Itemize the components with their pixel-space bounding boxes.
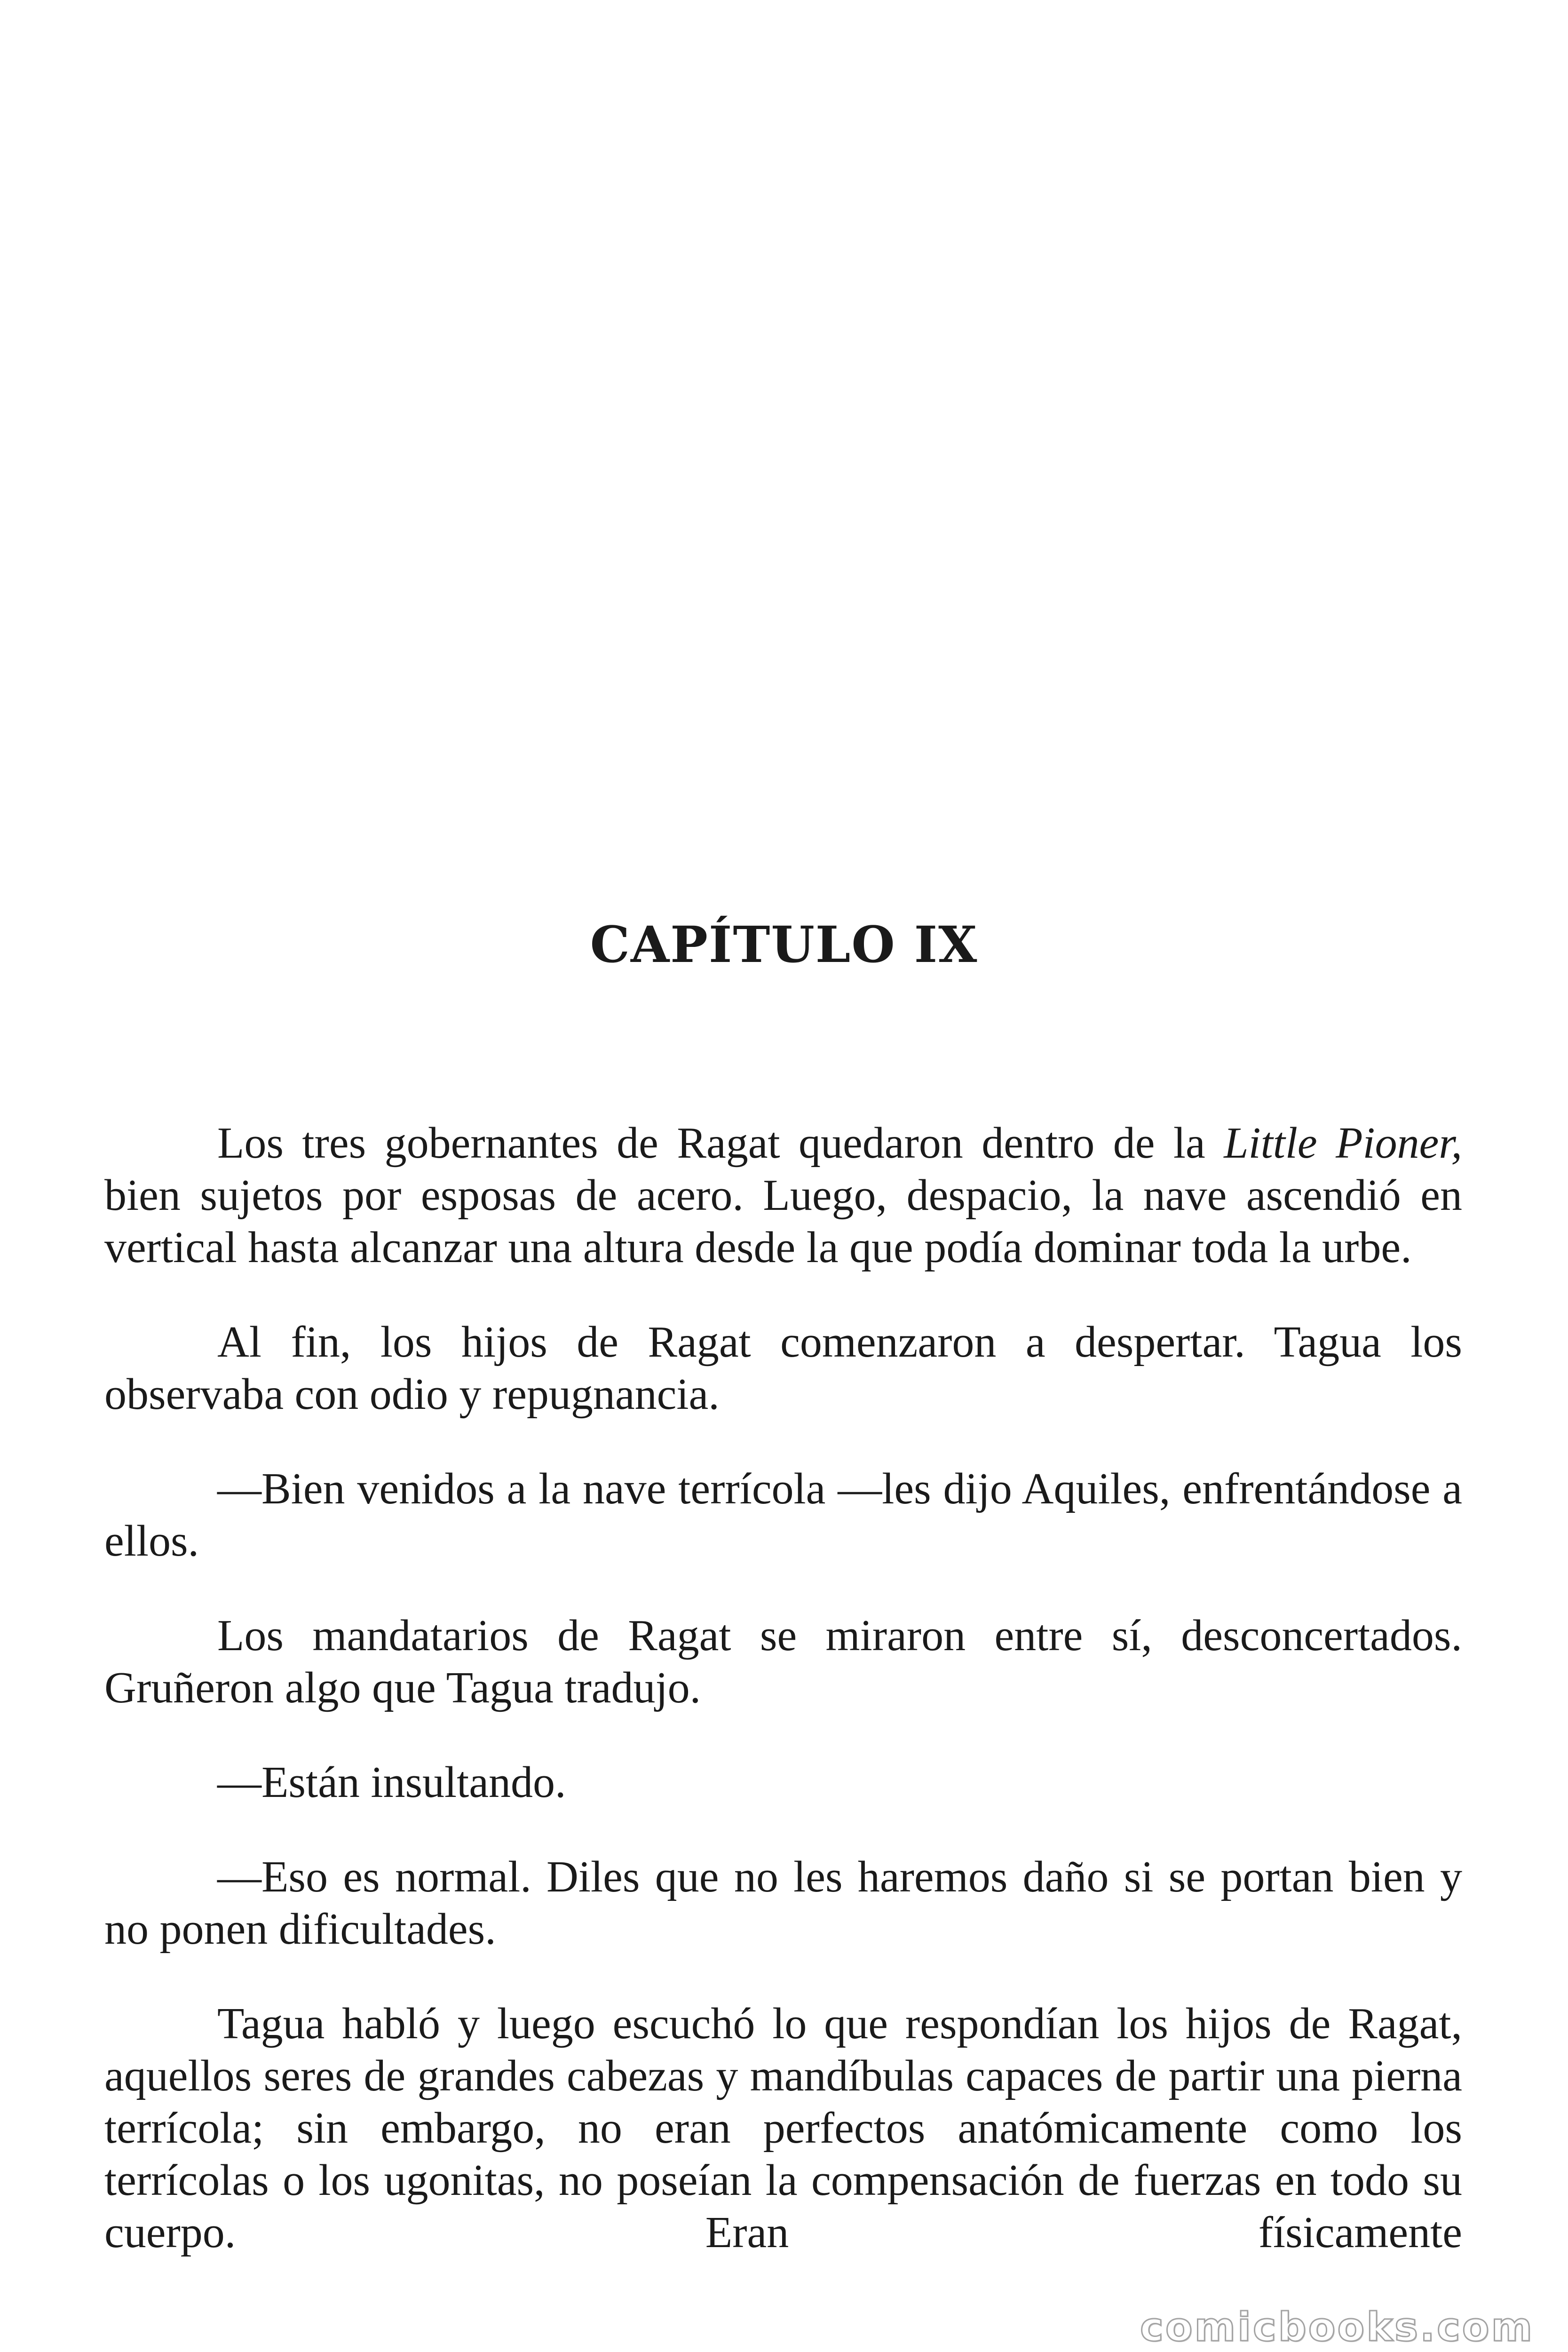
- paragraph-7: Tagua habló y luego escuchó lo que respondían los hijos de Ragat, aquellos seres de grandes cabezas y mandíbulas capaces de partir una pierna terrícola; sin embargo, no eran perfectos anatómicamente como los terrícolas o los ugonitas, no poseían la compensación de fuerzas en todo su cuerpo. Eran físicamente: [104, 1999, 1462, 2257]
- chapter-title: CAPÍTULO IX: [590, 915, 978, 974]
- paragraph-1-text-end: bien sujetos por esposas de acero. Luego, despacio, la nave ascendió en vertical hasta alcanzar una altura desde la que podía dominar toda la urbe.: [104, 1171, 1462, 1272]
- paragraph-3-dialogue: —Bien venidos a la nave terrícola —les dijo Aquiles, enfrentándose a ellos.: [104, 1464, 1462, 1565]
- ship-name-italic: Little Pioner,: [1224, 1119, 1463, 1168]
- paragraph-2: Al fin, los hijos de Ragat comenzaron a despertar. Tagua los observaba con odio y repugnancia.: [104, 1318, 1462, 1419]
- paragraph-4: Los mandatarios de Ragat se miraron entre sí, desconcertados. Gruñeron algo que Tagua tradujo.: [104, 1611, 1462, 1712]
- paragraph-6-dialogue: —Eso es normal. Diles que no les haremos daño si se portan bien y no ponen dificultades.: [104, 1852, 1462, 1954]
- watermark-logo: comicbooks.com: [1140, 2304, 1534, 2350]
- paragraph-5-dialogue: —Están insultando.: [217, 1758, 566, 1807]
- paragraph-1-text-start: Los tres gobernantes de Ragat quedaron dentro de la: [217, 1119, 1224, 1168]
- paragraph-1: [104, 1117, 1462, 1274]
- chapter-body: [104, 1117, 1462, 2301]
